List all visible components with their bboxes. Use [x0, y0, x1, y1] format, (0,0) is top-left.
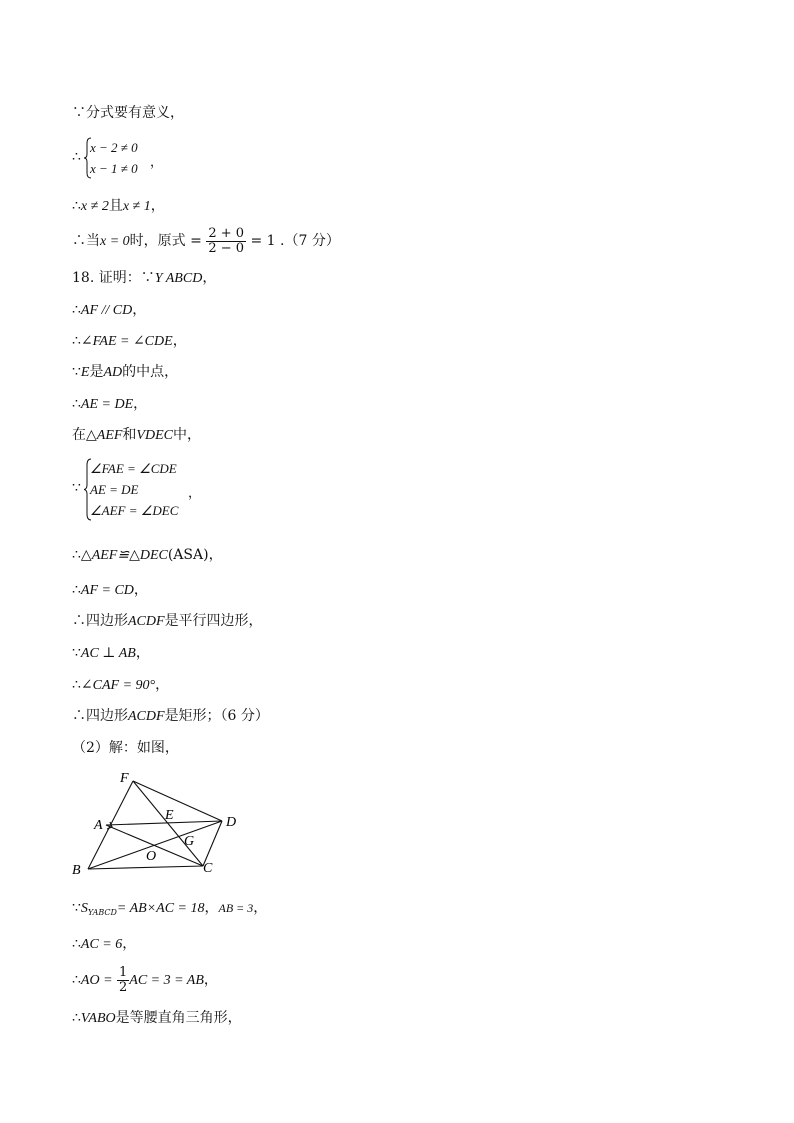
line-parallel: ∴AF // CD，: [72, 302, 147, 318]
congruence-row-1: ∠FAE = ∠CDE: [90, 461, 177, 476]
line-ao-value: ∴AO = $\frac{1}{2}$ AC = 3 = AB，: [72, 964, 218, 995]
line-ae-de: ∴AE = DE，: [72, 396, 148, 412]
segment-bc: [88, 866, 203, 869]
label-b: B: [72, 863, 81, 878]
fraction-result: $\frac{2 + 0}{2 - 0}$: [208, 225, 245, 256]
line-in-triangles: 在△AEF和VDEC中，: [72, 427, 201, 443]
line-area: $\because S_{YABCD}= AB\times AC = 18$，AB = 3，: [72, 900, 268, 917]
line-rectangle: ∴四边形ACDF是矩形；（6 分）: [72, 708, 269, 724]
fraction-half: $\frac{1}{2}$: [118, 964, 128, 995]
line-x-values: ∴x ≠ 2且x ≠ 1，: [72, 198, 165, 214]
line-18-proof: 18. 证明：∵Y ABCD，: [72, 270, 217, 286]
system-x-conditions: ∴ x − 2 ≠ 0 x − 1 ≠ 0 ，: [72, 137, 192, 181]
line-af-cd: ∴AF = CD，: [72, 582, 148, 598]
label-g: G: [184, 834, 195, 849]
line-angle-eq: ∴∠FAE = ∠CDE，: [72, 333, 187, 349]
congruence-row-3: ∠AEF = ∠DEC: [90, 503, 179, 518]
label-e: E: [165, 808, 174, 823]
line-perpendicular: ∵AC ⊥ AB，: [72, 645, 150, 661]
label-o: O: [146, 849, 157, 864]
system-congruence: ∵ ∠FAE = ∠CDE AE = DE ∠AEF = ∠DEC ，: [72, 458, 252, 522]
label-c: C: [203, 861, 213, 876]
segment-cd: [203, 821, 222, 866]
line-isosceles: ∴VABO是等腰直角三角形，: [72, 1010, 242, 1026]
line-ac-value: ∴AC = 6，: [72, 936, 137, 952]
congruence-row-2: AE = DE: [90, 482, 139, 497]
line-right-angle: ∴∠CAF = 90°，: [72, 677, 170, 693]
label-f: F: [120, 771, 129, 786]
line-parallelogram: ∴四边形ACDF是平行四边形，: [72, 613, 263, 629]
condition-row-2: x − 1 ≠ 0: [90, 161, 138, 176]
line-midpoint: ∵E是AD的中点，: [72, 364, 179, 380]
segment-fd: [133, 781, 222, 821]
condition-row-1: x − 2 ≠ 0: [90, 140, 138, 155]
segment-ad: [106, 821, 222, 825]
label-a: A: [94, 818, 103, 833]
line-evaluate: ∴当x = 0时，原式 = $\frac{2 + 0}{2 - 0}$ = 1 .（7 分）: [72, 225, 340, 256]
line-congruent: ∴△AEF≌△DEC(ASA)，: [72, 547, 223, 563]
geometry-figure: [64, 766, 254, 881]
label-d: D: [226, 815, 237, 830]
line-part-2: （2）解：如图，: [72, 740, 179, 756]
line-given: ∵分式要有意义，: [72, 105, 184, 121]
